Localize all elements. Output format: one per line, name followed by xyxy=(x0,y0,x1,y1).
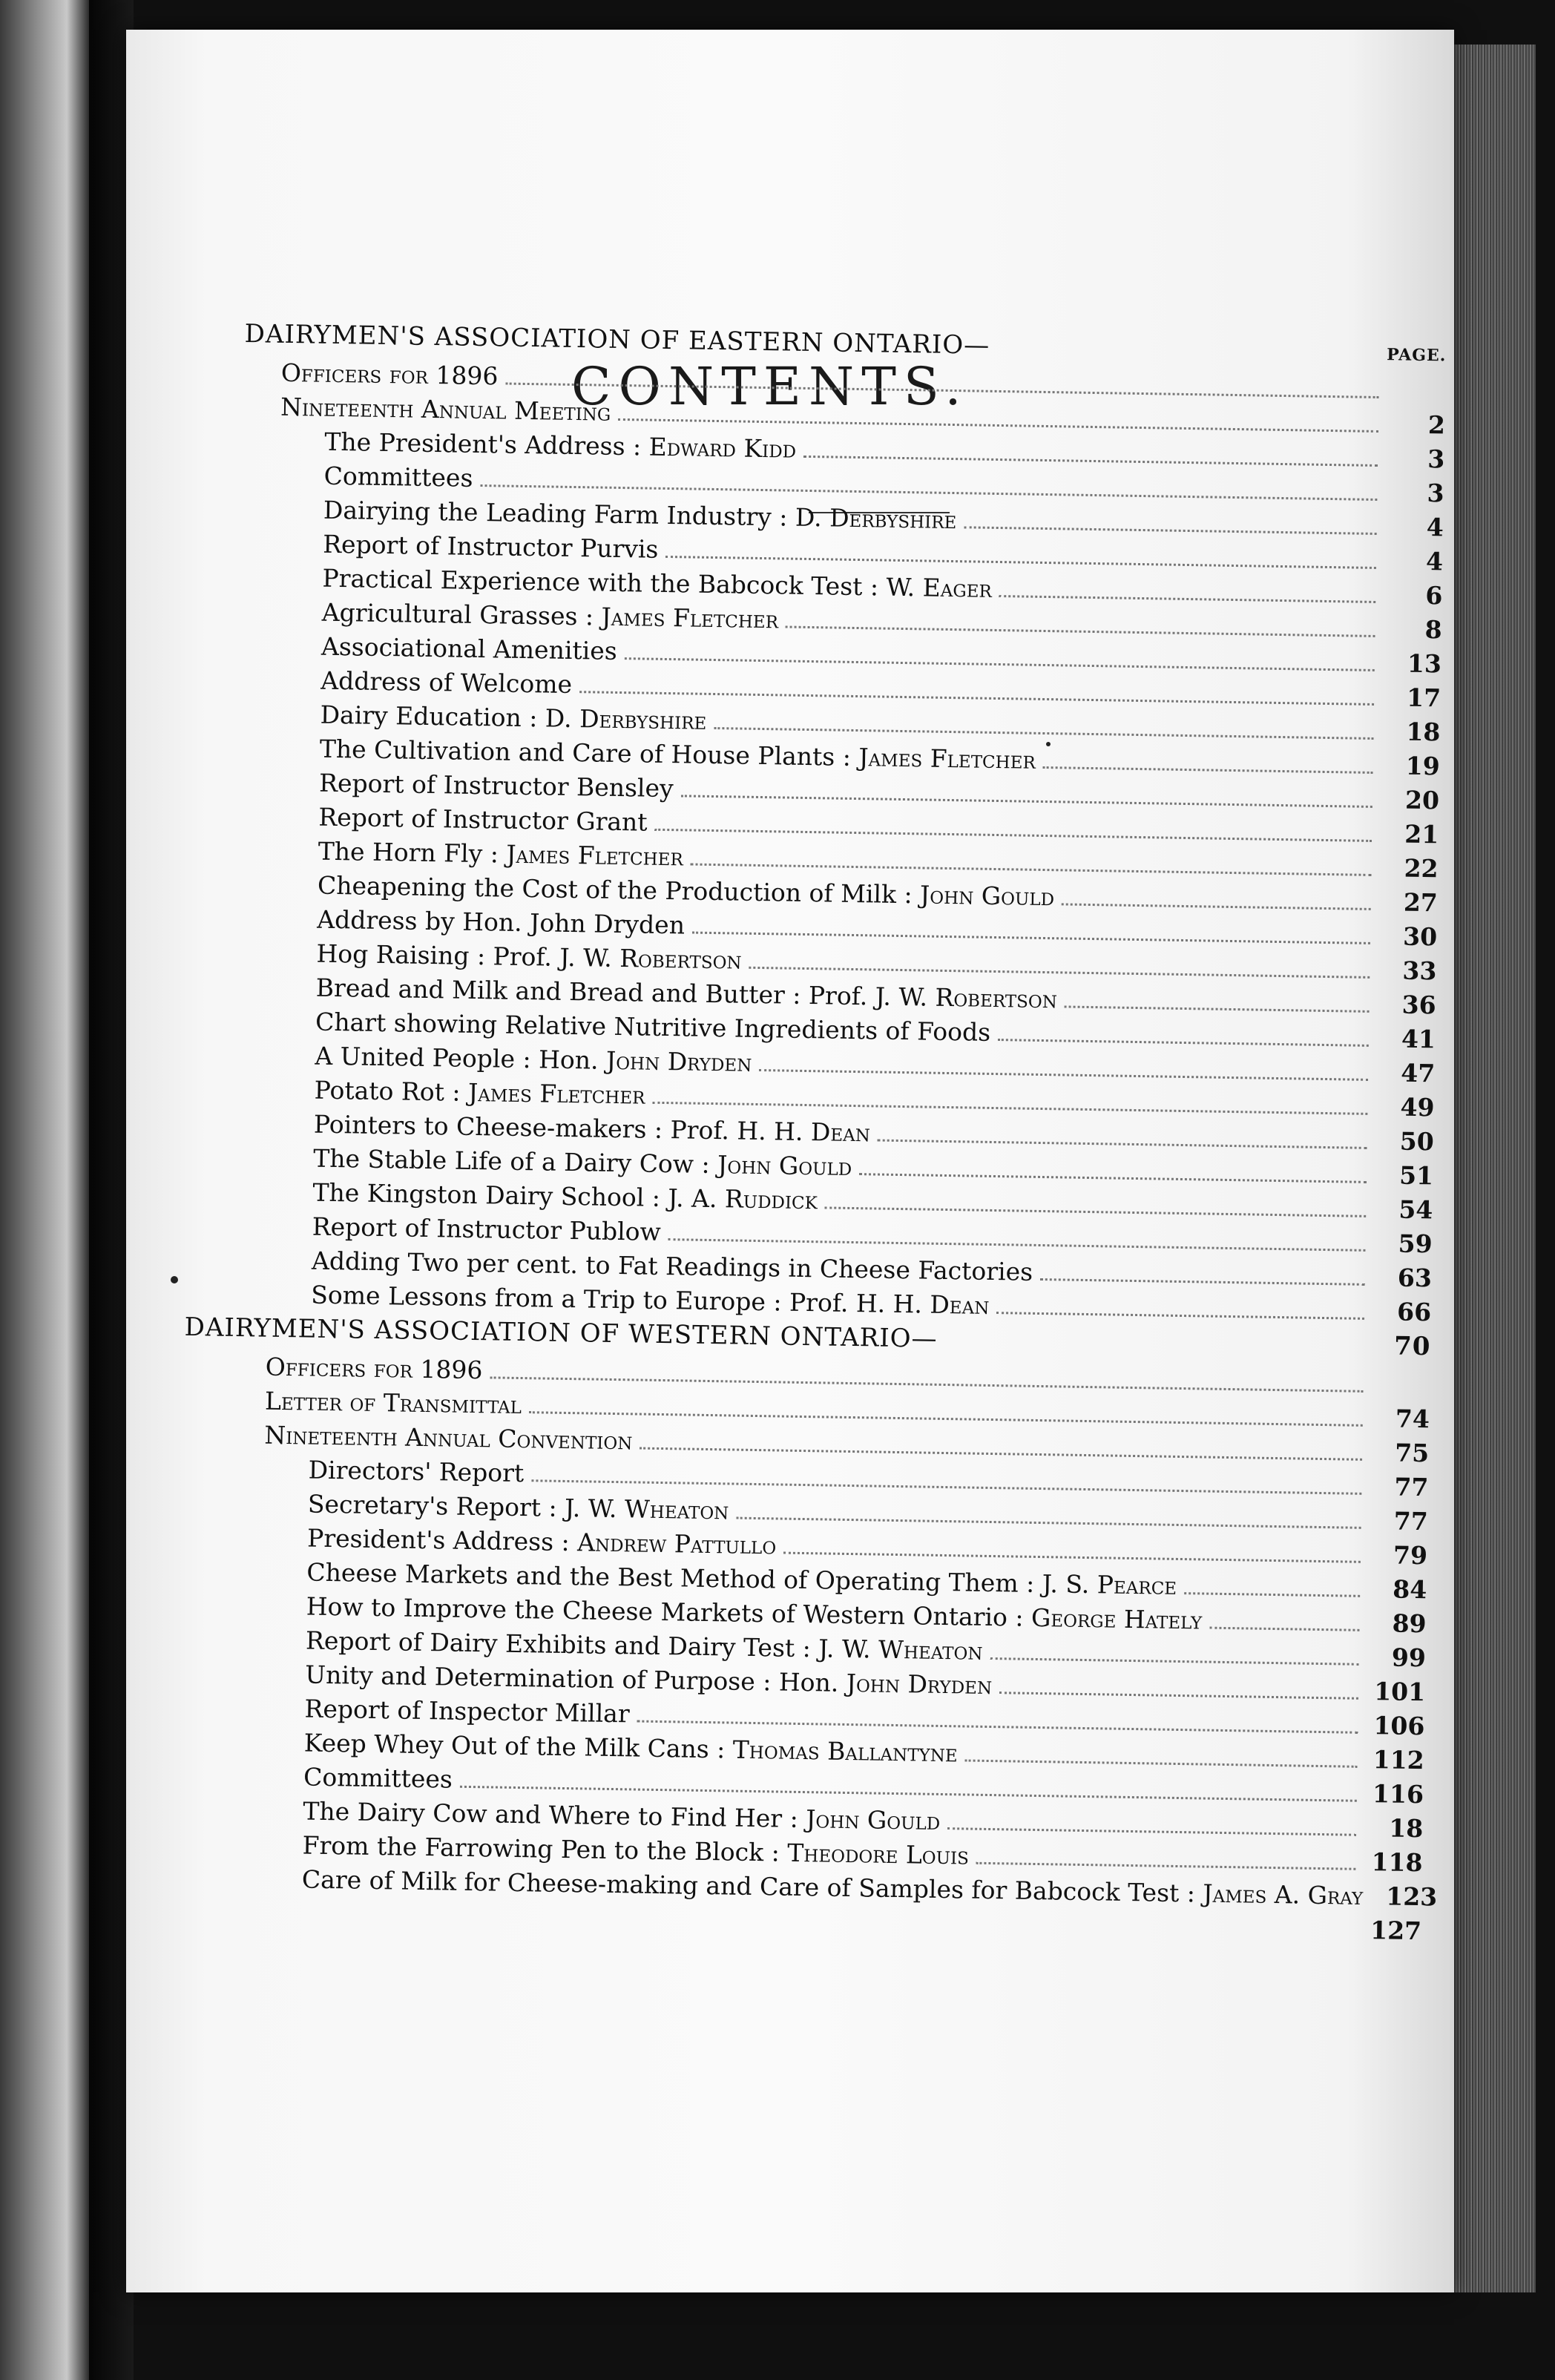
leader-dots xyxy=(783,1552,1361,1563)
entry-title xyxy=(315,1042,752,1077)
entry-page: 75 xyxy=(1394,1438,1430,1468)
entry-text: Cheese Markets and the Best Method of Operating Them : J. S. xyxy=(306,1557,1090,1600)
leader-dots xyxy=(480,484,1377,501)
entry-page: 21 xyxy=(1404,819,1439,849)
leader-dots xyxy=(505,383,1378,398)
entry-text: Report of Instructor Grant xyxy=(318,802,648,837)
entry-page: 77 xyxy=(1394,1472,1429,1502)
entry-author: Derbyshire xyxy=(579,704,707,735)
entry-text: The President's Address : xyxy=(324,427,642,461)
entry-page: 4 xyxy=(1426,513,1444,542)
leader-dots xyxy=(786,626,1375,637)
leader-dots xyxy=(759,1069,1368,1081)
leader-dots xyxy=(999,595,1376,603)
entry-page: 54 xyxy=(1398,1194,1433,1225)
entry-text: Unity and Determination of Purpose : Hon. xyxy=(305,1660,839,1697)
entry-title xyxy=(266,1352,483,1385)
entry-text: Report of Inspector Millar xyxy=(304,1694,630,1729)
entry-text: Dairying the Leading Farm Industry : D. xyxy=(323,495,822,533)
entry-text: Address by Hon. John Dryden xyxy=(316,904,686,940)
leader-dots xyxy=(996,1312,1364,1320)
entry-title xyxy=(323,461,473,493)
leader-dots xyxy=(531,1479,1361,1495)
entry-author: Derbyshire xyxy=(829,503,957,535)
leader-dots xyxy=(990,1657,1358,1666)
entry-author: John Gould xyxy=(717,1150,852,1181)
entry-page: 8 xyxy=(1424,615,1442,645)
entry-title xyxy=(318,803,648,837)
leader-dots xyxy=(878,1140,1367,1149)
entry-text: Care of Milk for Cheese-making and Care of Samples for Babcock Test : xyxy=(301,1864,1196,1908)
entry-text: Cheapening the Cost of the Production of Milk : xyxy=(317,870,913,910)
entry-author: Thomas Ballantyne xyxy=(732,1735,959,1768)
page-title: CONTENTS. xyxy=(571,356,969,417)
entry-author: Robertson xyxy=(619,944,742,975)
leader-dots xyxy=(665,556,1376,569)
leader-dots xyxy=(460,1786,1357,1802)
entry-author: Edward Kidd xyxy=(648,432,797,464)
entry-text: Report of Instructor Publow xyxy=(312,1212,662,1246)
leader-dots xyxy=(964,526,1376,535)
leader-dots xyxy=(1184,1592,1360,1597)
entry-title xyxy=(280,392,611,427)
entry-text: Associational Amenities xyxy=(320,631,618,665)
entry-text: Agricultural Grasses : xyxy=(321,597,594,631)
entry-text: The Cultivation and Care of House Plants : xyxy=(319,734,852,772)
entry-text: A United People : Hon. xyxy=(315,1041,599,1075)
page-stack-edge xyxy=(1454,45,1536,2292)
leader-dots xyxy=(652,1102,1367,1115)
entry-page: 17 xyxy=(1406,683,1441,713)
previous-page-edge xyxy=(0,0,89,2380)
entry-page: 3 xyxy=(1427,479,1444,508)
entry-title xyxy=(321,598,778,634)
leader-dots xyxy=(1065,1005,1370,1012)
entry-text: Pointers to Cheese-makers : Prof. H. H. xyxy=(313,1109,803,1146)
entry-text: Bread and Milk and Bread and Butter : Prof. J. W. xyxy=(315,973,928,1012)
leader-dots xyxy=(859,1173,1367,1183)
entry-text: Adding Two per cent. to Fat Readings in Cheese Factories xyxy=(311,1246,1033,1286)
entry-text: Nineteenth Annual Convention xyxy=(264,1420,633,1456)
entry-page: 18 xyxy=(1406,717,1441,747)
leader-dots xyxy=(1043,766,1373,774)
leader-dots xyxy=(637,1720,1358,1734)
entry-page xyxy=(1387,398,1446,399)
entry-text: Potato Rot : xyxy=(314,1075,461,1107)
entry-page: 51 xyxy=(1398,1160,1434,1191)
entry-page: 127 xyxy=(1370,1916,1422,1946)
entry-author: Ruddick xyxy=(724,1184,818,1215)
entry-text: Keep Whey Out of the Milk Cans : xyxy=(303,1728,726,1764)
entry-page: 74 xyxy=(1395,1404,1430,1434)
leader-dots xyxy=(714,727,1373,740)
entry-page: 27 xyxy=(1403,887,1439,918)
entry-page: 49 xyxy=(1400,1092,1435,1122)
leader-dots xyxy=(640,1447,1362,1461)
page-column-header: PAGE. xyxy=(1386,345,1447,366)
entry-page: 89 xyxy=(1392,1608,1427,1639)
entry-page: 36 xyxy=(1401,990,1436,1020)
entry-text: Nineteenth Annual Meeting xyxy=(280,392,611,427)
leader-dots xyxy=(309,1922,1355,1939)
leader-dots xyxy=(736,1517,1361,1529)
entry-text: President's Address : xyxy=(306,1523,570,1557)
entry-author: John Gould xyxy=(919,880,1055,912)
entry-text: Hog Raising : Prof. J. W. xyxy=(316,938,613,973)
print-speck xyxy=(171,1276,178,1283)
entry-text: Officers for 1896 xyxy=(265,1352,483,1385)
leader-dots xyxy=(529,1411,1363,1427)
entry-title xyxy=(264,1421,633,1456)
leader-dots xyxy=(490,1376,1363,1392)
leader-dots xyxy=(668,1238,1366,1252)
entry-title xyxy=(308,1490,729,1525)
entry-author: James Fletcher xyxy=(467,1077,645,1110)
entry-page: 22 xyxy=(1404,853,1439,884)
entry-page: 70 xyxy=(1393,1331,1431,1362)
entry-text: Directors' Report xyxy=(308,1455,525,1488)
entry-author: John Dryden xyxy=(846,1668,993,1700)
entry-title xyxy=(281,358,499,391)
entry-title xyxy=(319,769,674,803)
entry-text: Committees xyxy=(323,461,473,493)
entry-author: Andrew Pattullo xyxy=(576,1528,777,1560)
entry-title xyxy=(303,1762,453,1793)
entry-page: 33 xyxy=(1402,956,1437,986)
leader-dots xyxy=(825,1206,1367,1217)
leader-dots xyxy=(998,1039,1369,1047)
entry-page: 13 xyxy=(1407,648,1442,679)
western-entries xyxy=(220,1352,1438,1950)
entry-page: 99 xyxy=(1391,1643,1427,1673)
entry-text: Report of Instructor Bensley xyxy=(318,768,674,803)
leader-dots xyxy=(579,691,1374,706)
entry-author: John Gould xyxy=(805,1804,941,1835)
entry-author: Dean xyxy=(810,1117,871,1148)
entry-page: 123 xyxy=(1386,1881,1438,1912)
entry-page: 79 xyxy=(1393,1540,1428,1571)
entry-title xyxy=(265,1387,522,1419)
entry-author: Wheaton xyxy=(878,1634,983,1666)
leader-dots xyxy=(1209,1627,1359,1631)
entry-page: 116 xyxy=(1372,1779,1424,1809)
entry-author: Eager xyxy=(922,573,993,603)
entry-page: 101 xyxy=(1373,1677,1426,1707)
entry-title xyxy=(314,1076,645,1110)
entry-title xyxy=(317,905,685,940)
entry-author: Wheaton xyxy=(624,1494,729,1525)
print-speck xyxy=(1046,742,1051,746)
leader-dots xyxy=(965,1759,1358,1767)
entry-title xyxy=(316,939,742,975)
entry-page: 6 xyxy=(1425,581,1443,611)
entry-author: James Fletcher xyxy=(506,839,684,872)
entry-author: James Fletcher xyxy=(601,602,779,634)
entry-title xyxy=(304,1694,630,1728)
entry-page: 30 xyxy=(1402,921,1438,952)
entry-title xyxy=(312,1212,661,1246)
entry-page: 118 xyxy=(1371,1847,1423,1878)
entry-page: 18 xyxy=(1388,1813,1424,1844)
leader-dots xyxy=(1062,903,1371,910)
leader-dots xyxy=(625,657,1375,671)
entry-author: James Fletcher xyxy=(858,743,1036,775)
eastern-entries xyxy=(229,358,1446,1332)
entry-text: Address of Welcome xyxy=(320,665,573,699)
entry-page: 106 xyxy=(1373,1711,1425,1741)
entry-page: 4 xyxy=(1425,547,1444,576)
entry-text: The Stable Life of a Dairy Cow : xyxy=(312,1143,711,1179)
entry-page: 50 xyxy=(1399,1126,1435,1157)
leader-dots xyxy=(999,1692,1358,1700)
leader-dots xyxy=(692,932,1370,944)
leader-dots xyxy=(691,864,1372,876)
entry-text: Some Lessons from a Trip to Europe : Prof. H. H. xyxy=(311,1280,923,1319)
entry-text: Committees xyxy=(303,1762,453,1794)
entry-text: Dairy Education : D. xyxy=(320,700,572,733)
entry-page: 3 xyxy=(1427,444,1445,474)
entry-page: 77 xyxy=(1393,1506,1429,1536)
entry-text: Officers for 1896 xyxy=(280,358,499,391)
entry-text: Report of Dairy Exhibits and Dairy Test : J. W. xyxy=(305,1625,871,1664)
entry-page: 41 xyxy=(1401,1024,1436,1054)
entry-text: The Dairy Cow and Where to Find Her : xyxy=(303,1796,799,1833)
entry-text: Practical Experience with the Babcock Test : W. xyxy=(322,563,915,602)
entry-author: John Dryden xyxy=(605,1045,752,1077)
entry-text: Secretary's Report : J. W. xyxy=(307,1489,617,1524)
leader-dots xyxy=(1040,1278,1365,1286)
entry-text: The Kingston Dairy School : J. A. xyxy=(312,1177,717,1214)
leader-dots xyxy=(618,418,1378,433)
entry-page: 84 xyxy=(1393,1574,1427,1605)
entry-text: From the Farrowing Pen to the Block : xyxy=(302,1830,780,1867)
leader-dots xyxy=(947,1827,1356,1836)
leader-dots xyxy=(654,829,1372,842)
section-title: DAIRYMEN'S ASSOCIATION OF WESTERN ONTARIO— xyxy=(184,1312,938,1354)
entry-page: 112 xyxy=(1372,1745,1424,1775)
entry-text: Letter of Transmittal xyxy=(264,1386,522,1420)
leader-dots xyxy=(749,967,1370,979)
entry-title xyxy=(320,700,706,735)
leader-dots xyxy=(681,795,1372,808)
entry-page: 20 xyxy=(1404,785,1440,815)
entry-title xyxy=(318,837,683,872)
entry-text: How to Improve the Cheese Markets of Western Ontario : xyxy=(306,1591,1024,1632)
entry-page: 63 xyxy=(1397,1263,1433,1293)
entry-text: Report of Instructor Purvis xyxy=(322,529,659,564)
entry-text: The Horn Fly : xyxy=(318,836,499,869)
leader-dots xyxy=(803,456,1378,467)
entry-author: Pearce xyxy=(1097,1570,1177,1600)
entry-author: James A. Gray xyxy=(1203,1878,1364,1910)
contents-page xyxy=(126,30,1454,2292)
entry-title xyxy=(321,632,617,665)
entry-title xyxy=(323,530,659,564)
section-title: DAIRYMEN'S ASSOCIATION OF EASTERN ONTARIO— xyxy=(244,319,990,361)
entry-title xyxy=(308,1456,524,1488)
entry-page: 2 xyxy=(1427,410,1446,440)
entry-author: Dean xyxy=(930,1289,990,1320)
entry-author: George Hately xyxy=(1030,1602,1203,1635)
entry-page: 59 xyxy=(1398,1229,1433,1259)
entry-page: 19 xyxy=(1405,751,1441,781)
entry-text: Chart showing Relative Nutritive Ingredients of Foods xyxy=(315,1007,991,1047)
entry-author: Theodore Louis xyxy=(787,1838,970,1870)
entry-title xyxy=(320,666,572,699)
leader-dots xyxy=(976,1862,1356,1870)
entry-page: 47 xyxy=(1400,1058,1436,1088)
contents-list xyxy=(184,319,1447,1950)
entry-page: 66 xyxy=(1396,1297,1432,1327)
entry-author: Robertson xyxy=(935,982,1058,1014)
